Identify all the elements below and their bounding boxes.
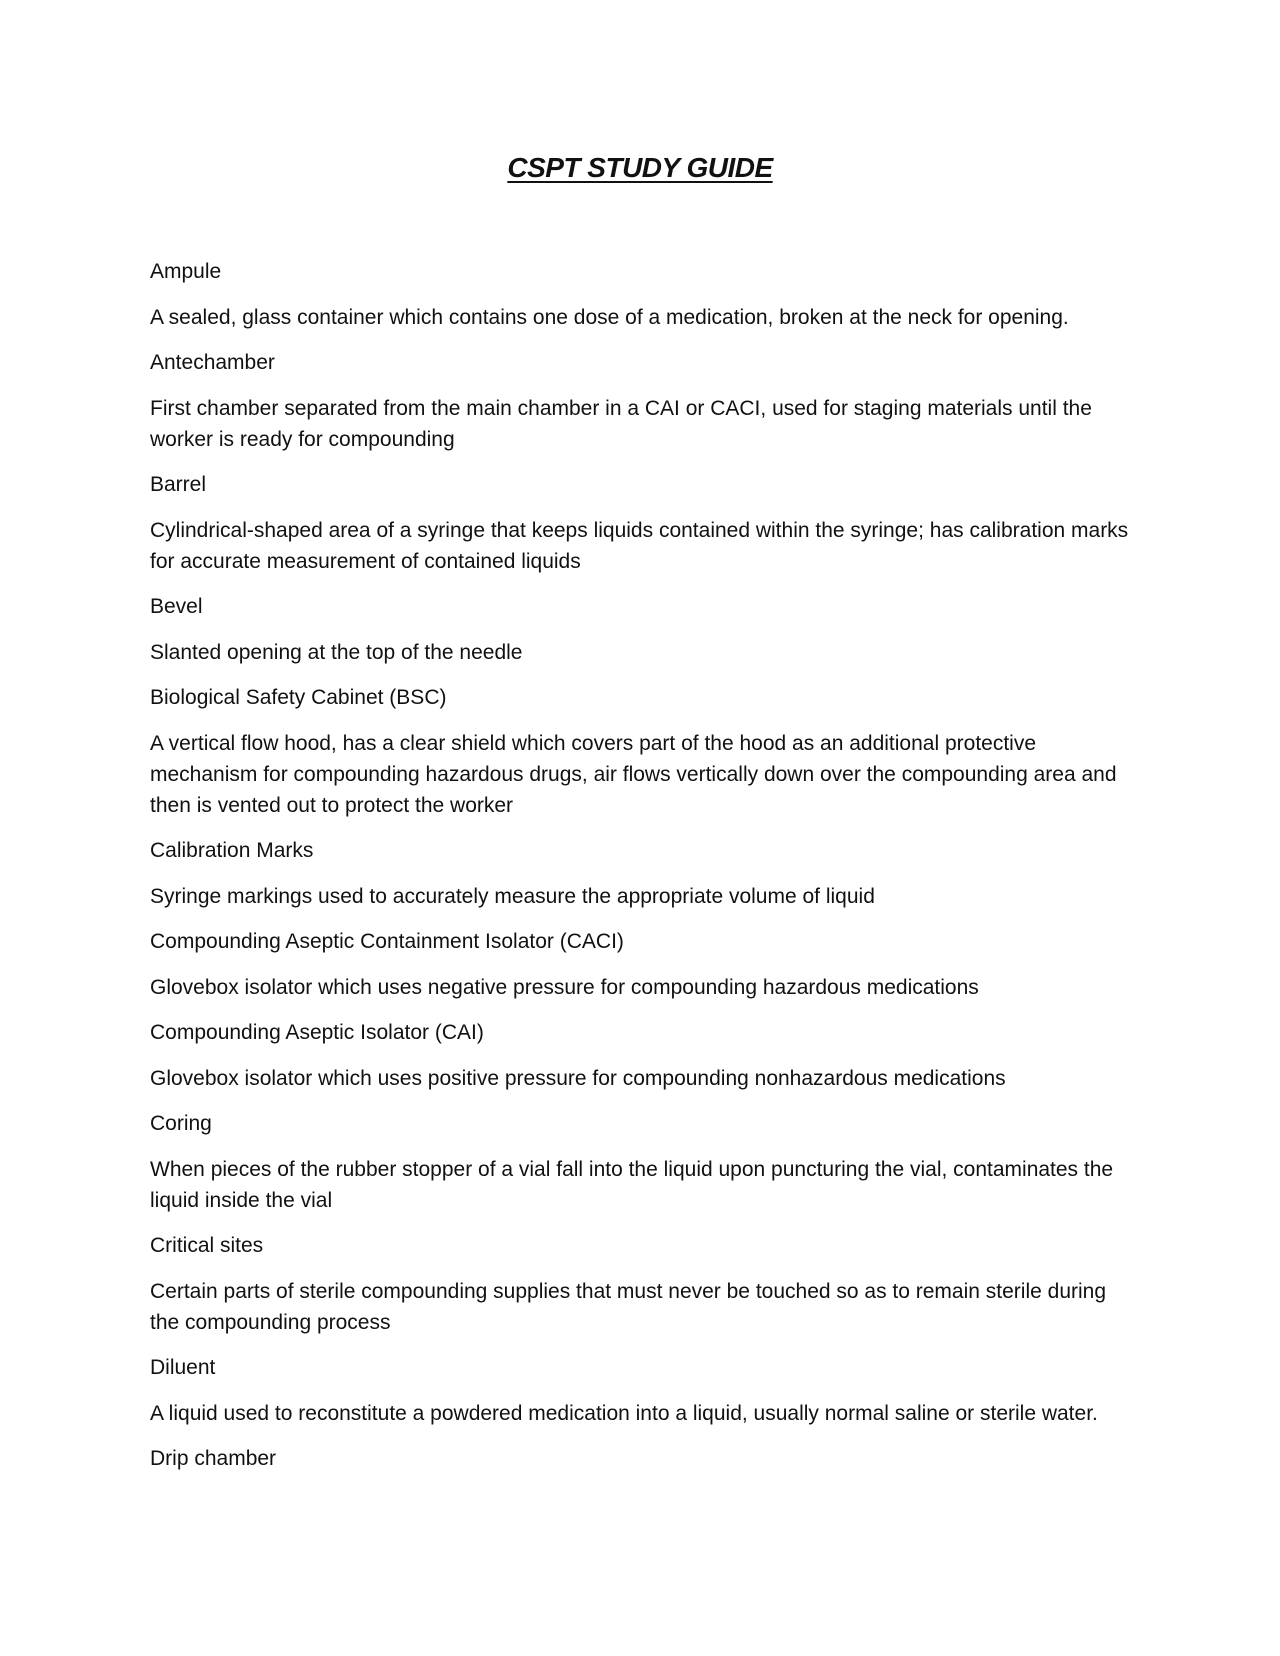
term-caci: Compounding Aseptic Containment Isolator (CACI) [150,930,624,953]
term-bevel: Bevel [150,595,203,618]
definition-critical-sites: Certain parts of sterile compounding supplies that must never be touched so as to remain sterile during the compounding process [150,1279,1107,1334]
definition-coring: When pieces of the rubber stopper of a vial fall into the liquid upon puncturing the vial, contaminates the liquid inside the vial [150,1157,1114,1212]
term-ampule: Ampule [150,260,222,283]
term-critical-sites: Critical sites [150,1234,264,1257]
term-diluent: Diluent [150,1356,216,1379]
definition-bevel: Slanted opening at the top of the needle [150,640,523,664]
definition-calibration-marks: Syringe markings used to accurately measure the appropriate volume of liquid [150,884,875,908]
page-title: CSPT STUDY GUIDE [507,152,773,183]
definition-biological-safety-cabinet: A vertical flow hood, has a clear shield which covers part of the hood as an additional protective mechanism for compounding hazardous drugs, air flows vertically down over the compounding area and then is vented out to protect the worker [150,731,1117,817]
definition-antechamber: First chamber separated from the main chamber in a CAI or CACI, used for staging materials until the worker is ready for compounding [150,396,1092,451]
term-biological-safety-cabinet: Biological Safety Cabinet (BSC) [150,686,447,709]
term-drip-chamber: Drip chamber [150,1447,277,1470]
definition-ampule: A sealed, glass container which contains one dose of a medication, broken at the neck for opening. [150,305,1069,329]
definition-barrel: Cylindrical-shaped area of a syringe that keeps liquids contained within the syringe; has calibration marks for accurate measurement of contained liquids [150,518,1129,573]
term-cai: Compounding Aseptic Isolator (CAI) [150,1021,484,1044]
definition-diluent: A liquid used to reconstitute a powdered medication into a liquid, usually normal saline or sterile water. [150,1401,1098,1425]
term-coring: Coring [150,1112,212,1135]
definition-cai: Glovebox isolator which uses positive pressure for compounding nonhazardous medications [150,1066,1006,1090]
term-calibration-marks: Calibration Marks [150,839,314,862]
term-barrel: Barrel [150,473,207,496]
definition-caci: Glovebox isolator which uses negative pressure for compounding hazardous medications [150,975,979,999]
term-antechamber: Antechamber [150,351,275,374]
glossary-list [150,256,1130,1489]
